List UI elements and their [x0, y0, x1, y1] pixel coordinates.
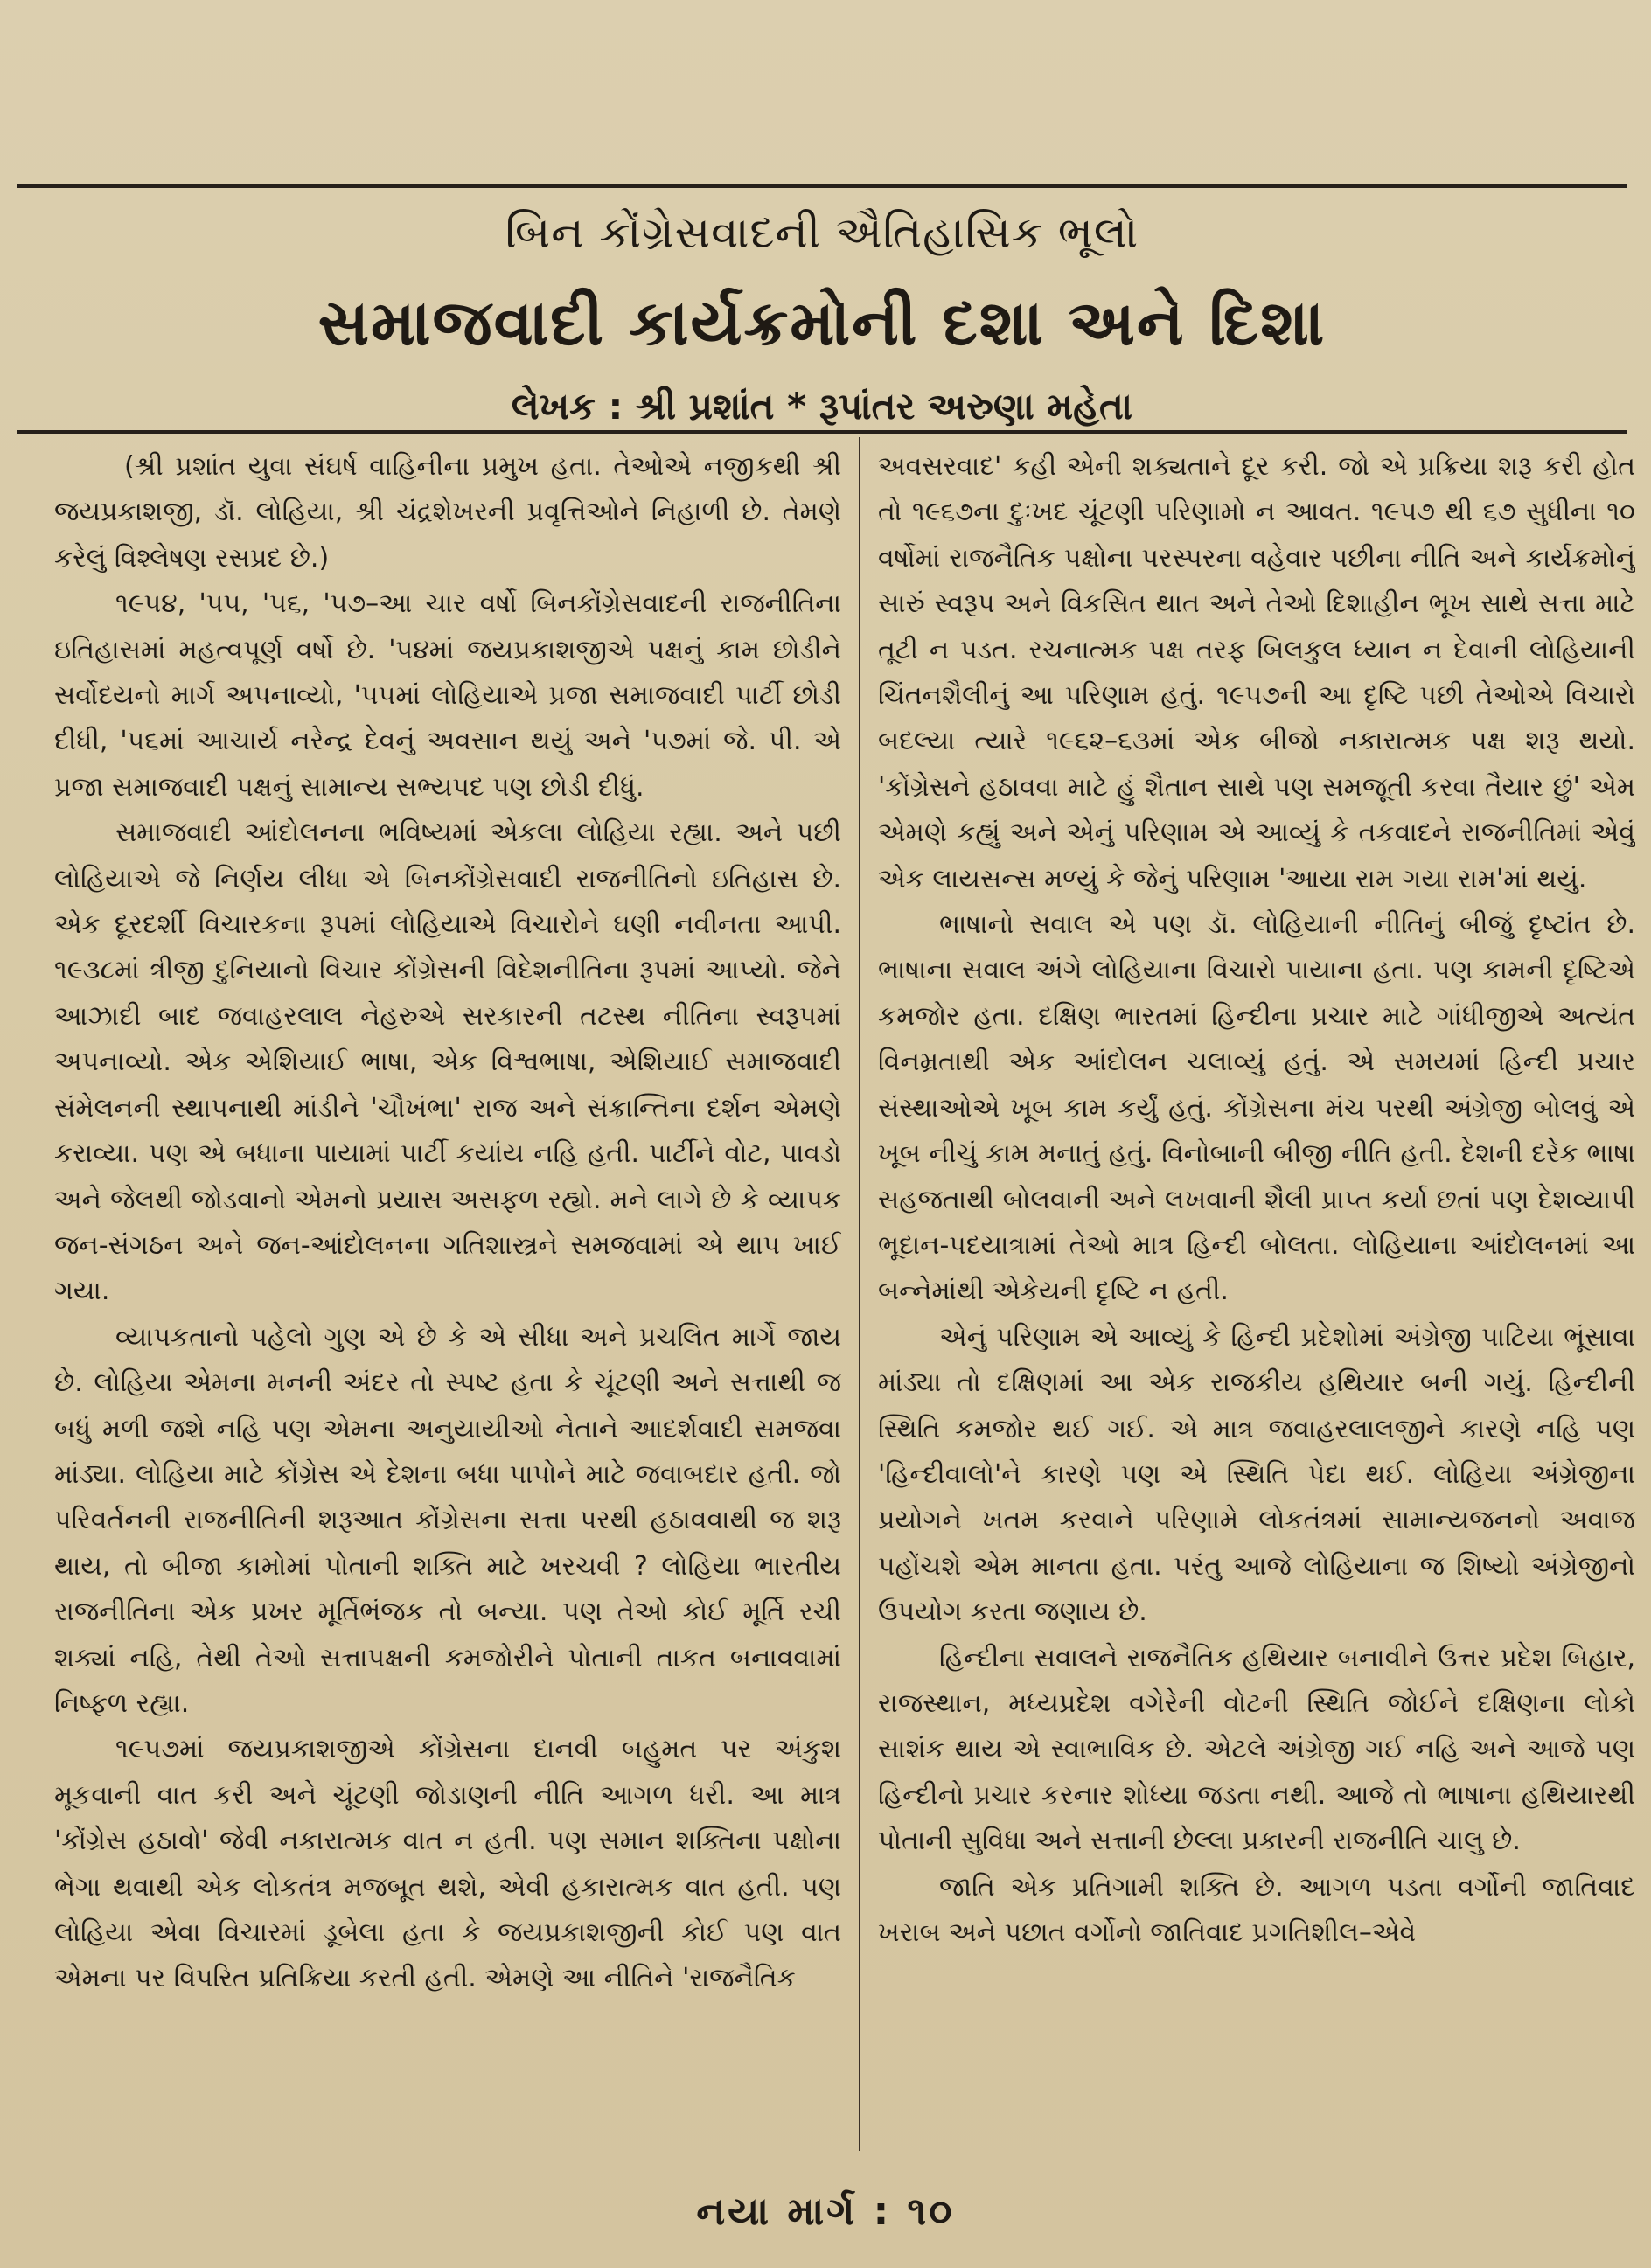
article-title: સમાજવાદી કાર્યક્રમોની દશા અને દિશા: [317, 286, 1327, 359]
column-divider: [859, 437, 860, 2151]
right-column: [878, 444, 1635, 2158]
page-footer: નયા માર્ગ : ૧૦: [696, 2189, 955, 2234]
body-paragraph: જાતિ એક પ્રતિગામી શક્તિ છે. આગળ પડતા વર્ગોની જાતિવાદ ખરાબ અને પછાત વર્ગોનો જાતિવાદ પ્રગતિશીલ–એવે: [878, 1871, 1635, 1948]
left-column: [54, 444, 841, 2158]
article-header: [17, 192, 1627, 437]
body-paragraph: સમાજવાદી આંદોલનના ભવિષ્યમાં એકલા લોહિયા રહ્યા. અને પછી લોહિયાએ જે નિર્ણય લીધા એ બિનકોંગ્રેસવાદી રાજનીતિનો ઇતિહાસ છે. એક દૂરદર્શી વિચારકના રૂપમાં લોહિયાએ વિચારોને ઘણી નવીનતા આપી. ૧૯૩૮માં ત્રીજી દુનિયાનો વિચાર કોંગ્રેસની વિદેશનીતિના રૂપમાં આપ્યો. જેને આઝાદી બાદ જવાહરલાલ નેહરુએ સરકારની તટસ્થ નીતિના સ્વરૂપમાં અપનાવ્યો. એક એશિયાઈ ભાષા, એક વિશ્વભાષા, એશિયાઈ સમાજવાદી સંમેલનની સ્થાપનાથી માંડીને 'ચૌખંભા' રાજ અને સંક્રાન્તિના દર્શન એમણે કરાવ્યા. પણ એ બધાના પાયામાં પાર્ટી કયાંય નહિ હતી. પાર્ટીને વોટ, પાવડો અને જેલથી જોડવાનો એમનો પ્રયાસ અસફળ રહ્યો. મને લાગે છે કે વ્યાપક જન-સંગઠન અને જન-આંદોલનના ગતિશાસ્ત્રને સમજવામાં એ થાપ ખાઈ ગયા.: [54, 817, 841, 1307]
body-paragraph: હિન્દીના સવાલને રાજનૈતિક હથિયાર બનાવીને ઉત્તર પ્રદેશ બિહાર, રાજસ્થાન, મધ્યપ્રદેશ વગેરેની વોટની સ્થિતિ જોઈને દક્ષિણના લોકો સાશંક થાય એ સ્વાભાવિક છે. એટલે અંગ્રેજી ગઈ નહિ અને આજે પણ હિન્દીનો પ્રચાર કરનાર શોધ્યા જડતા નથી. આજે તો ભાષાના હથિયારથી પોતાની સુવિધા અને સત્તાની છેલ્લા પ્રકારની રાજનીતિ ચાલુ છે.: [878, 1642, 1635, 1857]
header-rule: [17, 430, 1627, 434]
body-paragraph: ૧૯૫૭માં જયપ્રકાશજીએ કોંગ્રેસના દાનવી બહુમત પર અંકુશ મૂકવાની વાત કરી અને ચૂંટણી જોડાણની નીતિ આગળ ધરી. આ માત્ર 'કોંગ્રેસ હઠાવો' જેવી નકારાત્મક વાત ન હતી. પણ સમાન શક્તિના પક્ષોના ભેગા થવાથી એક લોકતંત્ર મજબૂત થશે, એવી હકારાત્મક વાત હતી. પણ લોહિયા એવા વિચારમાં ડૂબેલા હતા કે જયપ્રકાશજીની કોઈ પણ વાત એમના પર વિપરિત પ્રતિક્રિયા કરતી હતી. એમણે આ નીતિને 'રાજનૈતિક: [54, 1734, 841, 1994]
article-byline: લેખક : શ્રી પ્રશાંત * રૂપાંતર અરુણા મહેતા: [511, 385, 1133, 428]
body-paragraph: ભાષાનો સવાલ એ પણ ડૉ. લોહિયાની નીતિનું બીજું દૃષ્ટાંત છે. ભાષાના સવાલ અંગે લોહિયાના વિચારો પાયાના હતા. પણ કામની દૃષ્ટિએ કમજોર હતા. દક્ષિણ ભારતમાં હિન્દીના પ્રચાર માટે ગાંધીજીએ અત્યંત વિનમ્રતાથી એક આંદોલન ચલાવ્યું હતું. એ સમયમાં હિન્દી પ્રચાર સંસ્થાઓએ ખૂબ કામ કર્યું હતું. કોંગ્રેસના મંચ પરથી અંગ્રેજી બોલવું એ ખૂબ નીચું કામ મનાતું હતું. વિનોબાની બીજી નીતિ હતી. દેશની દરેક ભાષા સહજતાથી બોલવાની અને લખવાની શૈલી પ્રાપ્ત કર્યા છતાં પણ દેશવ્યાપી ભૂદાન-પદયાત્રામાં તેઓ માત્ર હિન્દી બોલતા. લોહિયાના આંદોલનમાં આ બન્નેમાંથી એકેયની દૃષ્ટિ ન હતી.: [878, 909, 1635, 1307]
body-paragraph: ૧૯૫૪, '૫૫, '૫૬, '૫૭–આ ચાર વર્ષો બિનકોંગ્રેસવાદની રાજનીતિના ઇતિહાસમાં મહત્વપૂર્ણ વર્ષો છે. '૫૪માં જયપ્રકાશજીએ પક્ષનું કામ છોડીને સર્વોદયનો માર્ગ અપનાવ્યો, '૫૫માં લોહિયાએ પ્રજા સમાજવાદી પાર્ટી છોડી દીધી, '૫૬માં આચાર્ય નરેન્દ્ર દેવનું અવસાન થયું અને '૫૭માં જે. પી. એ પ્રજા સમાજવાદી પક્ષનું સામાન્ય સભ્યપદ પણ છોડી દીધું.: [54, 588, 841, 803]
intro-paragraph: (શ્રી પ્રશાંત યુવા સંઘર્ષ વાહિનીના પ્રમુખ હતા. તેઓએ નજીકથી શ્રી જયપ્રકાશજી, ડૉ. લોહિયા, શ્રી ચંદ્રશેખરની પ્રવૃત્તિઓને નિહાળી છે. તેમણે કરેલું વિશ્લેષણ રસપ્રદ છે.): [54, 451, 841, 574]
continued-paragraph: અવસરવાદ' કહી એની શક્યતાને દૂર કરી. જો એ પ્રક્રિયા શરૂ કરી હોત તો ૧૯૬૭ના દુઃખદ ચૂંટણી પરિણામો ન આવત. ૧૯૫૭ થી ૬૭ સુધીના ૧૦ વર્ષોમાં રાજનૈતિક પક્ષોના પરસ્પરના વહેવાર પછીના નીતિ અને કાર્યક્રમોનું સારું સ્વરૂપ અને વિકસિત થાત અને તેઓ દિશાહીન ભૂખ સાથે સત્તા માટે તૂટી ન પડત. રચનાત્મક પક્ષ તરફ બિલકુલ ધ્યાન ન દેવાની લોહિયાની ચિંતનશૈલીનું આ પરિણામ હતું. ૧૯૫૭ની આ દૃષ્ટિ પછી તેઓએ વિચારો બદલ્યા ત્યારે ૧૯૬૨–૬૩માં એક બીજો નકારાત્મક પક્ષ શરૂ થયો. 'કોંગ્રેસને હઠાવવા માટે હું શૈતાન સાથે પણ સમજૂતી કરવા તૈયાર છું' એમ એમણે કહ્યું અને એનું પરિણામ એ આવ્યું કે તકવાદને રાજનીતિમાં એવું એક લાયસન્સ મળ્યું કે જેનું પરિણામ 'આયા રામ ગયા રામ'માં થયું.: [878, 451, 1635, 894]
article-kicker: બિન કોંગ્રેસવાદની ઐતિહાસિક ભૂલો: [505, 207, 1139, 258]
body-paragraph: એનું પરિણામ એ આવ્યું કે હિન્દી પ્રદેશોમાં અંગ્રેજી પાટિયા ભૂંસાવા માંડ્યા તો દક્ષિણમાં આ એક રાજકીય હથિયાર બની ગયું. હિન્દીની સ્થિતિ કમજોર થઈ ગઈ. એ માત્ર જવાહરલાલજીને કારણે નહિ પણ 'હિન્દીવાલો'ને કારણે પણ એ સ્થિતિ પેદા થઈ. લોહિયા અંગ્રેજીના પ્રયોગને ખતમ કરવાને પરિણામે લોકતંત્રમાં સામાન્યજનનો અવાજ પહોંચશે એમ માનતા હતા. પરંતુ આજે લોહિયાના જ શિષ્યો અંગ્રેજીનો ઉપયોગ કરતા જણાય છે.: [878, 1321, 1635, 1628]
body-paragraph: વ્યાપકતાનો પહેલો ગુણ એ છે કે એ સીધા અને પ્રચલિત માર્ગે જાય છે. લોહિયા એમના મનની અંદર તો સ્પષ્ટ હતા કે ચૂંટણી અને સત્તાથી જ બધું મળી જશે નહિ પણ એમના અનુયાયીઓ નેતાને આદર્શવાદી સમજવા માંડ્યા. લોહિયા માટે કોંગ્રેસ એ દેશના બધા પાપોને માટે જવાબદાર હતી. જો પરિવર્તનની રાજનીતિની શરૂઆત કોંગ્રેસના સત્તા પરથી હઠાવવાથી જ શરૂ થાય, તો બીજા કામોમાં પોતાની શક્તિ માટે ખરચવી ? લોહિયા ભારતીય રાજનીતિના એક પ્રખર મૂર્તિભંજક તો બન્યા. પણ તેઓ કોઈ મૂર્તિ રચી શક્યાં નહિ, તેથી તેઓ સત્તાપક્ષની કમજોરીને પોતાની તાકત બનાવવામાં નિષ્ફળ રહ્યા.: [54, 1321, 841, 1719]
top-rule: [17, 184, 1627, 188]
